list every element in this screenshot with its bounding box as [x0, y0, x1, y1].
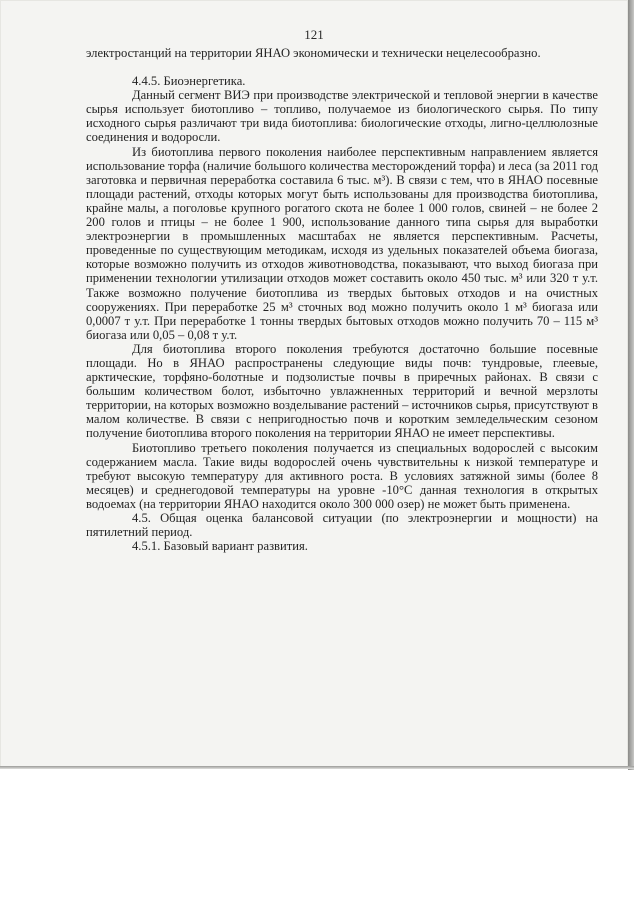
paragraph-first-generation: Из биотоплива первого поколения наиболее перспективным направлением является использование торфа (наличие большого количества месторождений торфа) и леса (за 2011 год заготовка и первичная переработка составила 6 тыс. м³). В связи с тем, что в ЯНАО посевные площади растений, отходы которых могут быть использованы для производства биотоплива, крайне малы, а поголовье крупного рогатого скота не более 1 000 голов, свиней – не более 2 200 голов и птицы – не более 1 900, использование данного типа сырья для выработки электроэнергии в промышленных масштабах не является перспективным. Расчеты, проведенные по существующим методикам, исходя из удельных показателей объема биогаза, которые возможно получить из отходов животноводства, показывают, что выход биогаза при применении технологии утилизации отходов может составить около 450 тыс. м³ или 320 т у.т. Также возможно получение биотоплива из твердых бытовых отходов и на очистных сооружениях. При переработке 25 м³ сточных вод можно получить около 1 м³ биогаза или 0,0007 т у.т. При переработке 1 тонны твердых бытовых отходов можно получить 70 – 115 м³ биогаза или 0,05 – 0,08 т у.т. [86, 144, 598, 342]
paragraph-continuation: электростанций на территории ЯНАО экономически и технически нецелесообразно. [86, 46, 541, 60]
section-heading-balance: 4.5. Общая оценка балансовой ситуации (по электроэнергии и мощности) на пятилетний период. [86, 511, 598, 540]
document-body [86, 46, 598, 553]
section-heading-base-variant: 4.5.1. Базовый вариант развития. [132, 539, 308, 554]
paragraph-third-generation: Биотопливо третьего поколения получается из специальных водорослей с высоким содержанием масла. Такие виды водорослей очень чувствительны к низкой температуре и требуют высокую температуру для активного роста. В условиях затяжной зимы (более 8 месяцев) и среднегодовой температуры на уровне -10°С данная технология в открытых водоемах (на территории ЯНАО находится около 300 000 озер) не может быть применена. [86, 440, 598, 511]
page-number: 121 [304, 27, 324, 42]
paragraph-gap [86, 60, 598, 74]
page-edge-right [628, 0, 634, 770]
paragraph-biofuel-definition: Данный сегмент ВИЭ при производстве электрической и тепловой энергии в качестве сырья использует биотопливо – топливо, получаемое из биологического сырья. По типу исходного сырья различают три вида биотоплива: биологические отходы, лигно-целлюлозные соединения и водоросли. [86, 88, 598, 145]
paragraph-second-generation: Для биотоплива второго поколения требуются достаточно большие посевные площади. Но в ЯНАО распространены следующие виды почв: тундровые, глеевые, арктические, торфяно-болотные и подзолистые почвы в приречных районах. В связи с большим количеством болот, избыточно увлажненных территорий и вечной мерзлоты территории, на которых возможно возделывание растений – источников сырья, присутствуют в малом количестве. В связи с непригодностью почв и коротким земледельческим сезоном получение биотоплива второго поколения на территории ЯНАО не имеет перспективы. [86, 341, 598, 441]
section-heading-bioenergy: 4.4.5. Биоэнергетика. [132, 74, 246, 89]
page-edge-bottom [0, 766, 634, 769]
